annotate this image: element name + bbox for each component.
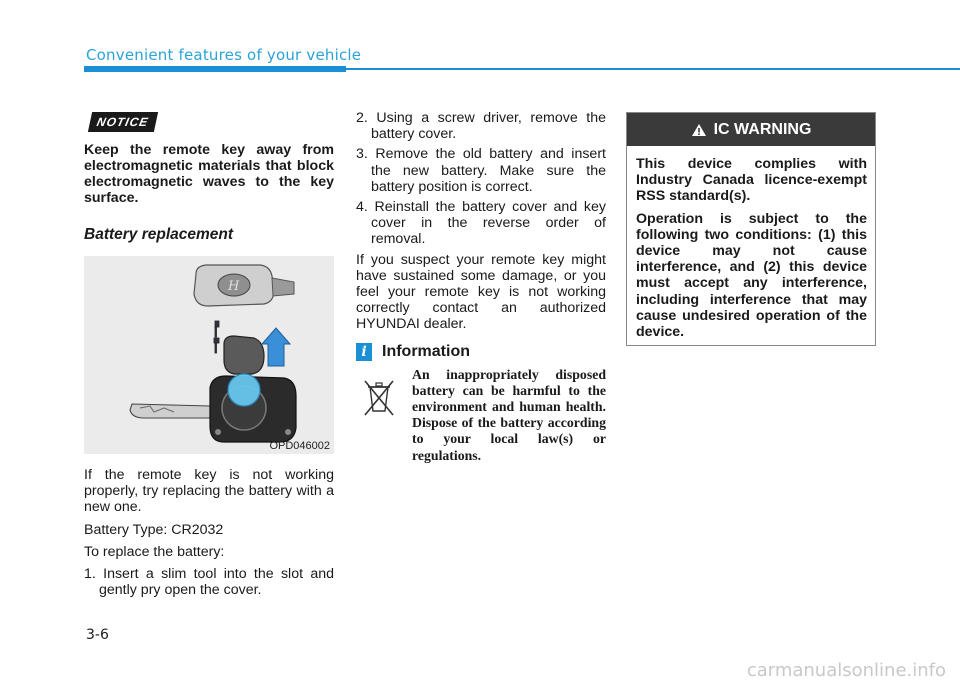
damage-para: If you suspect your remote key might have sustained some damage, or you feel your remote key is not working correctly contact an authorized HYUNDAI dealer.	[356, 251, 606, 333]
ic-warning-header	[627, 113, 875, 146]
remote-key-drawing	[84, 256, 334, 454]
left-column	[84, 112, 334, 602]
information-text: An inappropriately disposed battery can be harmful to the environment and human health. Dispose of the battery according to your local law(s) or regulations.	[412, 366, 606, 463]
ic-warning-para-1: This device complies with Industry Canada licence-exempt RSS standard(s).	[636, 156, 867, 205]
notice-badge: NOTICE	[88, 112, 159, 132]
ic-warning-box	[626, 112, 876, 346]
replace-intro: To replace the battery:	[84, 543, 225, 560]
info-icon: i	[356, 343, 372, 361]
information-body	[356, 367, 606, 464]
step-1: 1. Insert a slim tool into the slot and gently pry open the cover.	[84, 566, 334, 599]
battery-replacement-heading: Battery replacement	[84, 226, 234, 243]
ic-warning-title: IC WARNING	[713, 120, 812, 138]
information-heading	[356, 343, 606, 361]
step-3: 3. Remove the old battery and insert the new battery. Make sure the battery position is correct.	[356, 146, 606, 195]
crossed-bin-icon	[362, 377, 396, 417]
middle-column	[356, 110, 606, 464]
page-number: 3-6	[86, 627, 109, 643]
site-watermark: carmanualsonline.info	[746, 660, 946, 681]
figure-code: OPD046002	[269, 440, 330, 452]
header-rule	[346, 68, 960, 70]
ic-warning-body	[627, 146, 875, 340]
warning-triangle-icon	[691, 123, 707, 137]
information-title: Information	[382, 342, 470, 360]
ic-warning-para-2: Operation is subject to the following two conditions: (1) this device may not cause interference, and (2) this device must accept any interference, including interference that may cause undesired operation of the device.	[636, 210, 867, 341]
header-accent-bar	[84, 66, 346, 72]
svg-text:H: H	[228, 279, 240, 294]
battery-type: Battery Type: CR2032	[84, 521, 224, 538]
step-2: 2. Using a screw driver, remove the battery cover.	[356, 110, 606, 143]
notice-text: Keep the remote key away from electromagnetic materials that block electromagnetic waves to the key surface.	[84, 142, 334, 206]
section-title: Convenient features of your vehicle	[86, 46, 362, 64]
not-working-para: If the remote key is not working properly, try replacing the battery with a new one.	[84, 467, 334, 516]
step-4: 4. Reinstall the battery cover and key cover in the reverse order of removal.	[356, 199, 606, 248]
remote-key-illustration	[84, 256, 334, 454]
